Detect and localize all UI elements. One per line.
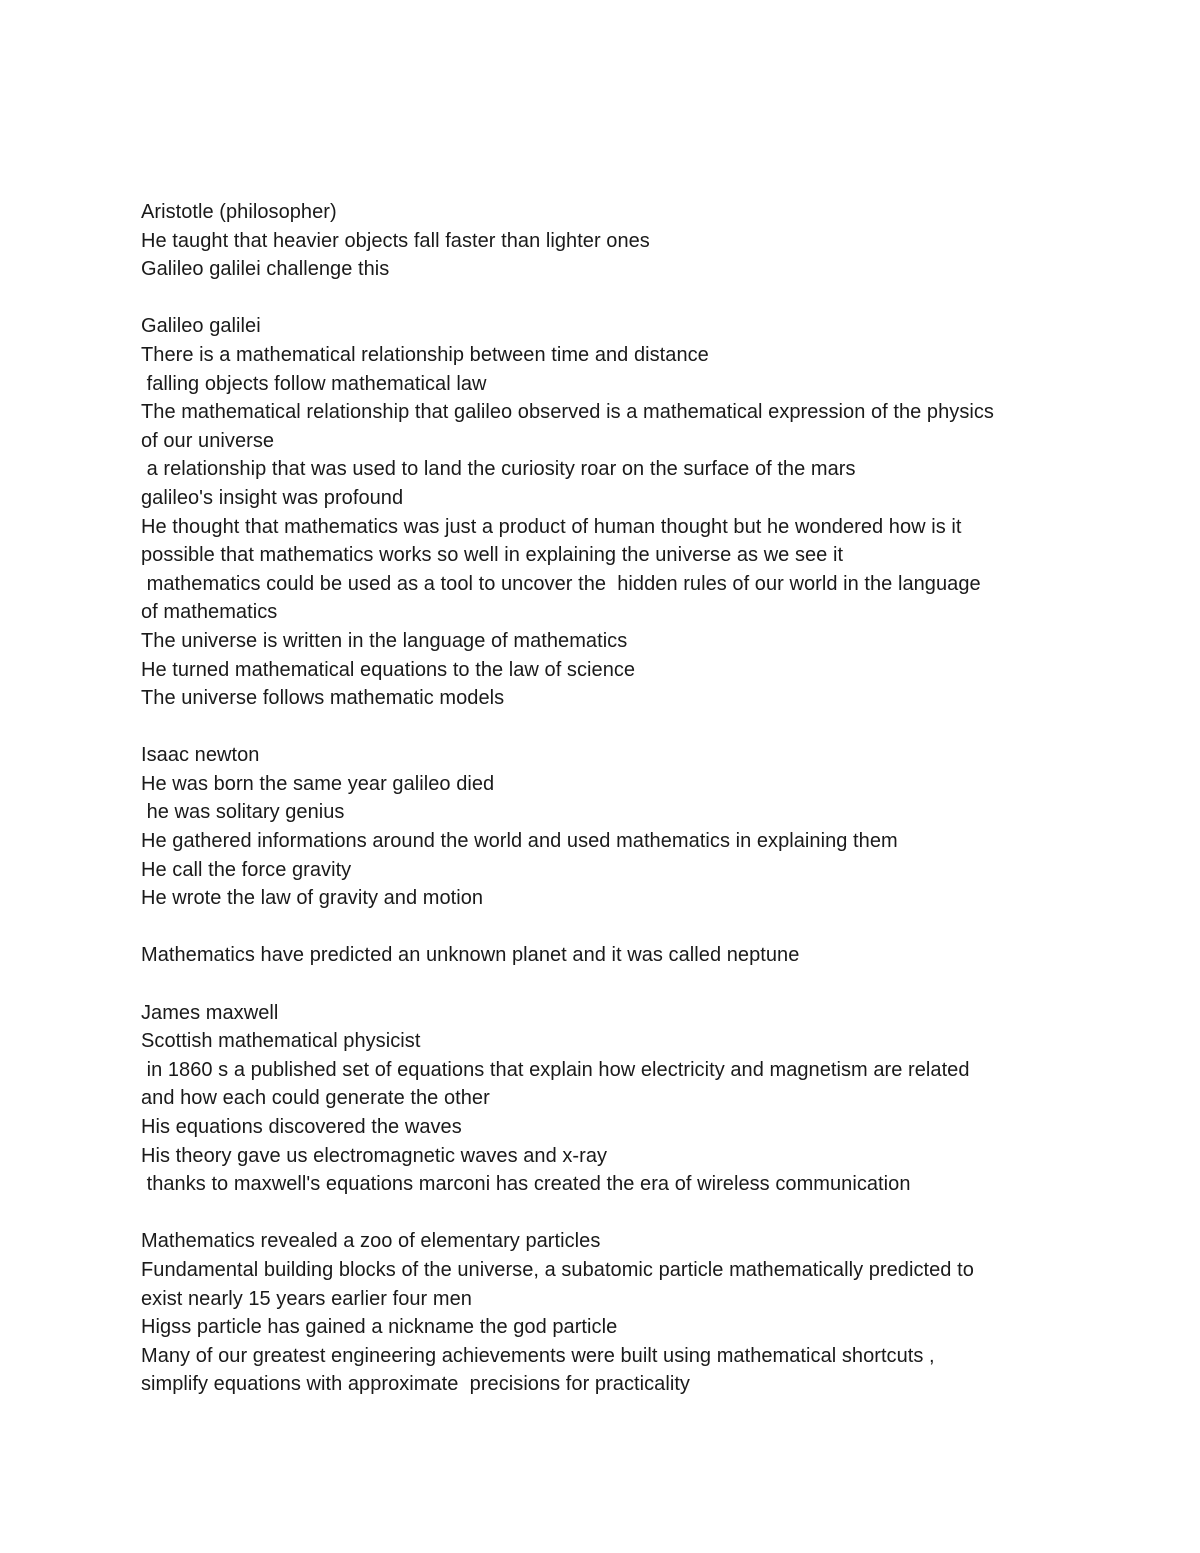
text-line: Galileo galilei challenge this xyxy=(141,258,390,281)
text-line: a relationship that was used to land the curiosity roar on the surface of the mars xyxy=(141,458,856,481)
blank-line xyxy=(141,284,1071,313)
text-line: The universe follows mathematic models xyxy=(141,687,505,710)
text-line: He gathered informations around the world and used mathematics in explaining them xyxy=(141,830,898,853)
blank-line xyxy=(141,970,1071,999)
text-line: Mathematics revealed a zoo of elementary particles xyxy=(141,1230,601,1253)
text-line: Aristotle (philosopher) xyxy=(141,201,337,223)
text-line: He thought that mathematics was just a product of human thought but he wondered how is it xyxy=(141,515,962,538)
text-line: He call the force gravity xyxy=(141,858,352,881)
text-line: The universe is written in the language of mathematics xyxy=(141,629,628,652)
text-line: galileo's insight was profound xyxy=(141,486,404,509)
text-line: He was born the same year galileo died xyxy=(141,772,495,795)
text-line: he was solitary genius xyxy=(141,801,345,824)
blank-line xyxy=(141,913,1071,942)
text-line: He taught that heavier objects fall faster than lighter ones xyxy=(141,229,650,252)
text-line: exist nearly 15 years earlier four men xyxy=(141,1287,472,1310)
text-line: Scottish mathematical physicist xyxy=(141,1030,421,1053)
blank-line xyxy=(141,1199,1071,1228)
text-line: Higss particle has gained a nickname the god particle xyxy=(141,1316,618,1339)
text-line: falling objects follow mathematical law xyxy=(141,372,487,395)
text-line: and how each could generate the other xyxy=(141,1087,490,1110)
text-line: His theory gave us electromagnetic waves and x-ray xyxy=(141,1144,608,1167)
text-line: His equations discovered the waves xyxy=(141,1116,462,1138)
text-line: The mathematical relationship that galileo observed is a mathematical expression of the physics xyxy=(141,401,994,424)
text-line: of our universe xyxy=(141,429,275,452)
text-line: Isaac newton xyxy=(141,744,260,767)
text-line: possible that mathematics works so well in explaining the universe as we see it xyxy=(141,544,844,567)
text-line: He wrote the law of gravity and motion xyxy=(141,887,484,910)
text-line: He turned mathematical equations to the law of science xyxy=(141,658,636,681)
text-line: of mathematics xyxy=(141,601,278,624)
text-line: Many of our greatest engineering achievements were built using mathematical shortcuts , xyxy=(141,1344,935,1367)
text-line: James maxwell xyxy=(141,1001,279,1024)
text-line: Fundamental building blocks of the universe, a subatomic particle mathematically predicted to xyxy=(141,1258,974,1281)
text-line: Mathematics have predicted an unknown planet and it was called neptune xyxy=(141,944,800,967)
text-line: in 1860 s a published set of equations that explain how electricity and magnetism are related xyxy=(141,1058,970,1081)
document-body xyxy=(141,198,1071,1399)
blank-line xyxy=(141,713,1071,742)
text-line: There is a mathematical relationship between time and distance xyxy=(141,343,709,366)
text-line: mathematics could be used as a tool to uncover the hidden rules of our world in the language xyxy=(141,572,981,595)
text-line: Galileo galilei xyxy=(141,315,261,338)
text-line: simplify equations with approximate precisions for practicality xyxy=(141,1373,690,1396)
text-line: thanks to maxwell's equations marconi has created the era of wireless communication xyxy=(141,1173,911,1196)
